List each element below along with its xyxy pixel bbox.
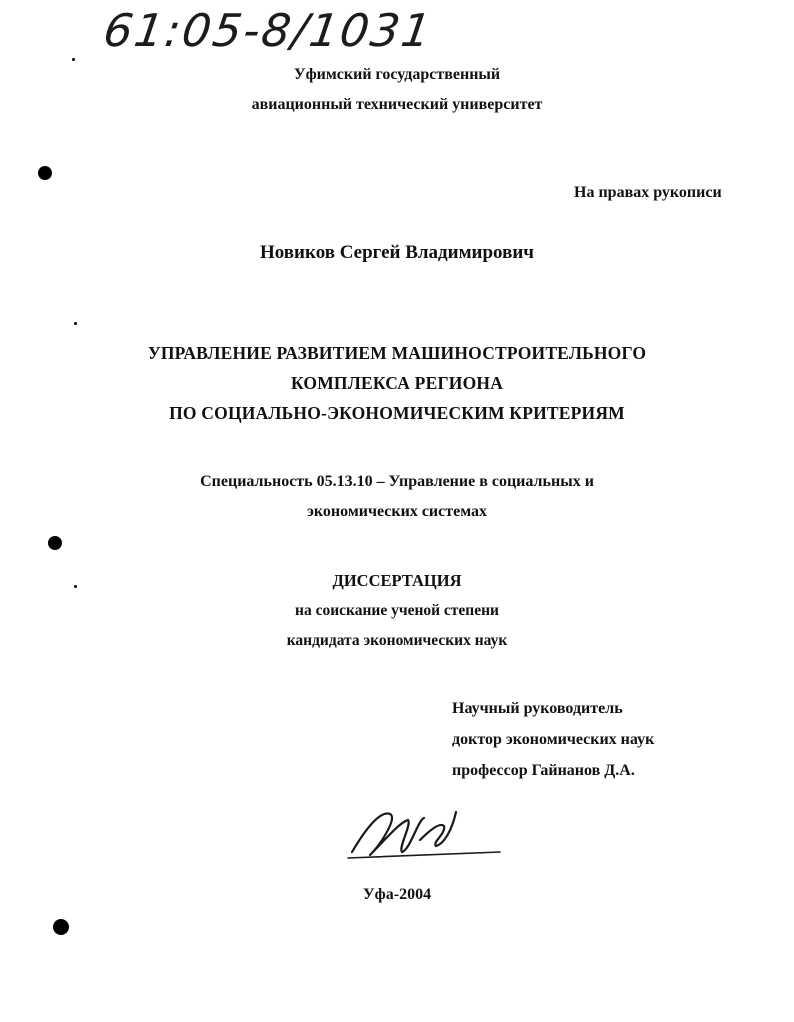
supervisor-line-2: доктор экономических наук xyxy=(452,731,655,748)
archive-code-handwritten: 61:05-8/1031 xyxy=(100,4,436,57)
scan-speck xyxy=(74,585,77,588)
title-line-1: УПРАВЛЕНИЕ РАЗВИТИЕМ МАШИНОСТРОИТЕЛЬНОГО xyxy=(147,343,647,363)
supervisor-line-3: профессор Гайнанов Д.А. xyxy=(452,762,635,779)
title-line-2: КОМПЛЕКСА РЕГИОНА xyxy=(290,373,504,393)
scan-hole-dot xyxy=(38,166,52,180)
supervisor-line-1: Научный руководитель xyxy=(452,700,623,717)
supervisor-signature xyxy=(340,800,510,870)
dissertation-heading: ДИССЕРТАЦИЯ xyxy=(332,571,462,590)
dissertation-line-2: кандидата экономических наук xyxy=(286,632,508,649)
author-name: Новиков Сергей Владимирович xyxy=(259,242,534,263)
dissertation-line-1: на соискание ученой степени xyxy=(295,602,499,619)
university-line-1: Уфимский государственный xyxy=(293,66,501,83)
city-year: Уфа-2004 xyxy=(362,886,432,903)
rights-note: На правах рукописи xyxy=(574,184,722,201)
university-line-2: авиационный технический университет xyxy=(251,96,543,113)
title-line-3: ПО СОЦИАЛЬНО-ЭКОНОМИЧЕСКИМ КРИТЕРИЯМ xyxy=(169,403,625,423)
scan-hole-dot xyxy=(48,536,62,550)
scan-speck xyxy=(72,58,75,61)
specialty-line-1: Специальность 05.13.10 – Управление в социальных и xyxy=(200,473,594,490)
specialty-line-2: экономических системах xyxy=(307,503,487,520)
scan-speck xyxy=(74,322,77,325)
scan-hole-dot xyxy=(53,919,69,935)
